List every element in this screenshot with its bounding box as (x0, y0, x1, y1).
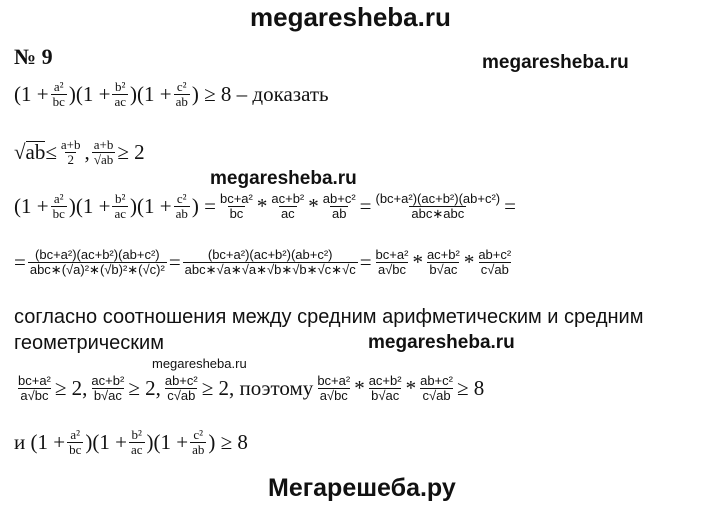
fraction: $\frac{\text{c²}}{ab}$ (192, 427, 205, 457)
fraction: $\frac{\text{(bc+a²)(ac+b²)(ab+c²)}}{\text{abc∗(√a)²∗(√b)²∗(√c)²}}$ (29, 247, 165, 277)
inequality-line: $\frac{\text{bc+a²}}{a√bc}$ ≥ 2, $\frac{\text{ac+b²}}{b√ac}$ ≥ 2, $\frac{\text{ab+c²}}{c√ab}$ ≥ 2, поэтому $\frac{\text{bc+a²}}{a√bc}$ * $\frac{\text{ac+b²}}{b√ac}$ * $\frac{\text{ab+c²}}{c√ab}$ ≥ 8 (18, 373, 485, 403)
fraction: $\frac{\text{ab+c²}}{c√ab}$ (420, 373, 453, 403)
sqrt-radicand: ab (25, 140, 46, 165)
fraction: $\frac{\text{bc+a²}}{bc}$ (219, 191, 253, 221)
fraction: $\frac{\text{c²}}{ab}$ (175, 191, 188, 221)
watermark-bottom: Мегарешеба.ру (268, 474, 456, 502)
fraction: $\frac{\text{ab+c²}}{ab}$ (322, 191, 356, 221)
conclusion-line: и (1 + $\frac{\text{a²}}{bc}$ )(1 + $\frac{\text{b²}}{ac}$ )(1 + $\frac{\text{c²}}{ab}$ ) ≥ 8 (14, 427, 248, 457)
watermark-top: megaresheba.ru (250, 2, 451, 32)
fraction: $\frac{\text{b²}}{ac}$ (114, 79, 127, 109)
fraction: $\frac{a+b}{√ab}$ (93, 137, 114, 167)
problem-statement (14, 80, 329, 108)
fraction: $\frac{\text{bc+a²}}{a√bc}$ (18, 373, 51, 403)
watermark-mid-right: megaresheba.ru (368, 332, 515, 353)
fraction: $\frac{\text{a²}}{bc}$ (69, 427, 82, 457)
expr-text: (1 + (14, 81, 49, 106)
expr-text: )(1 + (68, 81, 111, 106)
fraction: $\frac{\text{(bc+a²)(ac+b²)(ab+c²)}}{\text{abc∗√a∗√a∗√b∗√b∗√c∗√c}}$ (184, 247, 356, 277)
expr-text: ≤ (45, 139, 57, 164)
fraction: $\frac{\text{ab+c²}}{c√ab}$ (478, 247, 512, 277)
expr-text: ≥ 2 (117, 139, 145, 164)
fraction: $\frac{\text{ab+c²}}{c√ab}$ (164, 373, 198, 403)
fraction: $\frac{\text{c²}}{ab}$ (175, 79, 188, 109)
fraction: $\frac{\text{b²}}{ac}$ (114, 191, 127, 221)
am-gm-inequality (14, 138, 145, 166)
fraction: $\frac{\text{ac+b²}}{b√ac}$ (368, 373, 402, 403)
simplification-line: = $\frac{\text{(bc+a²)(ac+b²)(ab+c²)}}{\text{abc∗(√a)²∗(√b)²∗(√c)²}}$ = $\frac{\text{(bc+a²)(ac+b²)(ab+c²)}}{\text{abc∗√a∗√a∗√b∗√b∗√c∗√c}}$ = $\frac{\text{bc+a²}}{a√bc}$ * $\frac{\text{ac+b²}}{b√ac}$ * $\frac{\text{ab+c²}}{c√ab}$ (14, 247, 512, 277)
expr-text: )(1 + (130, 81, 172, 106)
explanation-text-continued: геометрическим (14, 332, 164, 354)
watermark-small: megaresheba.ru (152, 356, 247, 371)
explanation-text: согласно соотношения между средним арифметическим и средним (14, 306, 644, 328)
watermark-middle: megaresheba.ru (210, 168, 357, 189)
fraction: $\frac{\text{b²}}{ac}$ (130, 427, 143, 457)
problem-number: № 9 (14, 44, 53, 69)
expr-text: , (84, 139, 90, 164)
fraction: $\frac{\text{bc+a²}}{a√bc}$ (375, 247, 409, 277)
fraction: $\frac{\text{ac+b²}}{ac}$ (271, 191, 305, 221)
fraction: $\frac{\text{ac+b²}}{b√ac}$ (426, 247, 460, 277)
fraction: $\frac{\text{ac+b²}}{b√ac}$ (91, 373, 125, 403)
fraction: $\frac{\text{a²}}{bc}$ (52, 191, 65, 221)
fraction: $\frac{\text{bc+a²}}{a√bc}$ (317, 373, 351, 403)
fraction: $\frac{a+b}{2}$ (60, 137, 81, 167)
watermark-right: megaresheba.ru (482, 52, 629, 73)
fraction: $\frac{\text{a²}}{bc}$ (52, 79, 65, 109)
sqrt-sign: √ (14, 139, 26, 164)
expansion-line: (1 + $\frac{\text{a²}}{bc}$ )(1 + $\frac{\text{b²}}{ac}$ )(1 + $\frac{\text{c²}}{ab}$ ) = $\frac{\text{bc+a²}}{bc}$ * $\frac{\text{ac+b²}}{ac}$ * $\frac{\text{ab+c²}}{ab}$ = $\frac{\text{(bc+a²)(ac+b²)(ab+c²)}}{\text{abc∗abc}}$ = (14, 191, 516, 221)
expr-text: ) ≥ 8 – доказать (191, 81, 329, 106)
fraction: $\frac{\text{(bc+a²)(ac+b²)(ab+c²)}}{\text{abc∗abc}}$ (375, 191, 501, 221)
sqrt-sign: √ (93, 151, 101, 167)
